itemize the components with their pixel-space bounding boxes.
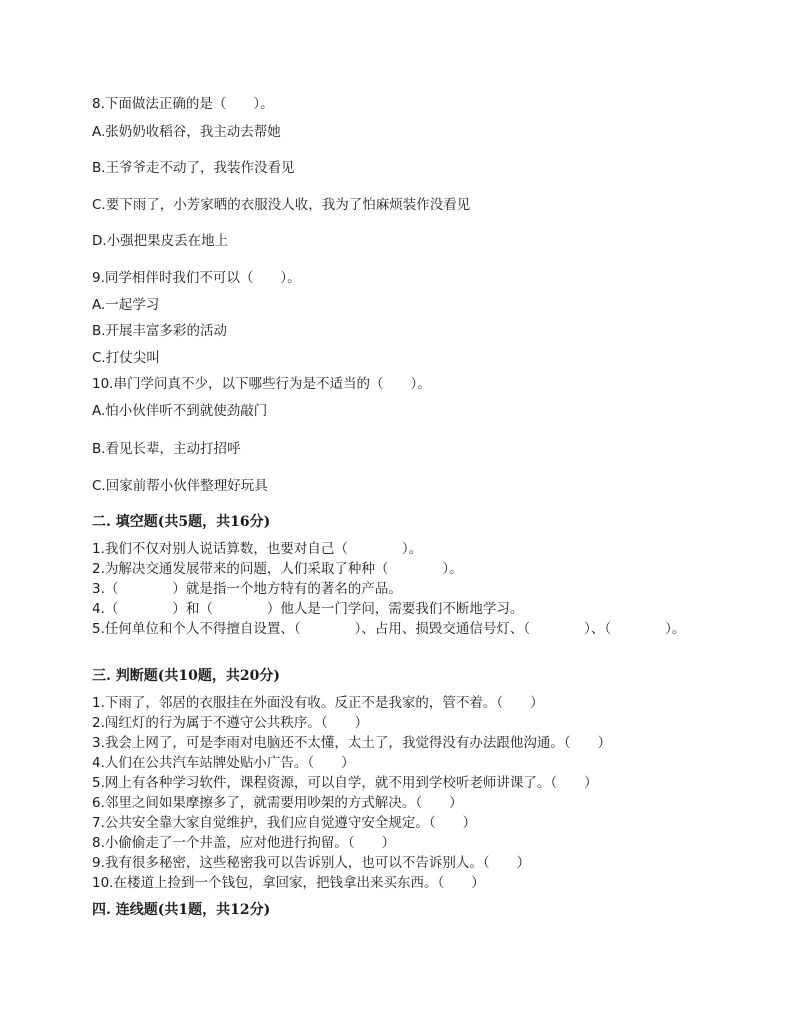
fill-item-1: 1.我们不仅对别人说话算数，也要对自己（ ）。 [92,541,423,557]
judge-item-6: 6.邻里之间如果摩擦多了，就需要用吵架的方式解决。（ ） [92,795,463,811]
question-8-option-d: D.小强把果皮丢在地上 [92,233,229,249]
question-10-option-b: B.看见长辈，主动打招呼 [92,441,241,457]
fill-item-5: 5.任何单位和个人不得擅自设置、（ ）、占用、损毁交通信号灯、（ ）、（ ）。 [92,621,686,637]
fill-item-2: 2.为解决交通发展带来的问题，人们采取了种种（ ）。 [92,561,463,577]
section-match-heading: 四. 连线题(共1题，共12分) [92,902,271,918]
question-9-option-a: A.一起学习 [92,297,160,313]
judge-item-9: 9.我有很多秘密，这些秘密我可以告诉别人，也可以不告诉别人。（ ） [92,855,531,871]
question-8-stem: 8.下面做法正确的是（ ）。 [92,96,274,112]
question-10-option-a: A.怕小伙伴听不到就使劲敲门 [92,403,268,419]
judge-item-8: 8.小偷偷走了一个井盖，应对他进行拘留。（ ） [92,835,396,851]
question-8-option-b: B.王爷爷走不动了，我装作没看见 [92,160,295,176]
question-9-option-c: C.打仗尖叫 [92,350,160,366]
judge-item-5: 5.网上有各种学习软件，课程资源，可以自学，就不用到学校听老师讲课了。（ ） [92,775,598,791]
question-8-option-c: C.要下雨了，小芳家晒的衣服没人收，我为了怕麻烦装作没看见 [92,197,471,213]
judge-item-4: 4.人们在公共汽车站牌处贴小广告。（ ） [92,755,355,771]
question-10-stem: 10.串门学问真不少，以下哪些行为是不适当的（ ）。 [92,376,431,392]
section-fill-heading: 二. 填空题(共5题，共16分) [92,514,271,530]
judge-item-1: 1.下雨了，邻居的衣服挂在外面没有收。反正不是我家的，管不着。（ ） [92,695,544,711]
judge-item-3: 3.我会上网了，可是李雨对电脑还不太懂，太土了，我觉得没有办法跟他沟通。（ ） [92,735,612,751]
question-10-option-c: C.回家前帮小伙伴整理好玩具 [92,478,268,494]
section-judge-heading: 三. 判断题(共10题，共20分) [92,668,280,684]
fill-item-4: 4.（ ）和（ ）他人是一门学问，需要我们不断地学习。 [92,601,524,617]
question-8-option-a: A.张奶奶收稻谷，我主动去帮她 [92,124,281,140]
judge-item-10: 10.在楼道上捡到一个钱包，拿回家，把钱拿出来买东西。（ ） [92,875,485,891]
judge-item-2: 2.闯红灯的行为属于不遵守公共秩序。（ ） [92,715,369,731]
question-9-option-b: B.开展丰富多彩的活动 [92,323,228,339]
question-9-stem: 9.同学相伴时我们不可以（ ）。 [92,270,301,286]
judge-item-7: 7.公共安全靠大家自觉维护，我们应自觉遵守安全规定。（ ） [92,815,477,831]
fill-item-3: 3.（ ）就是指一个地方特有的著名的产品。 [92,581,402,597]
